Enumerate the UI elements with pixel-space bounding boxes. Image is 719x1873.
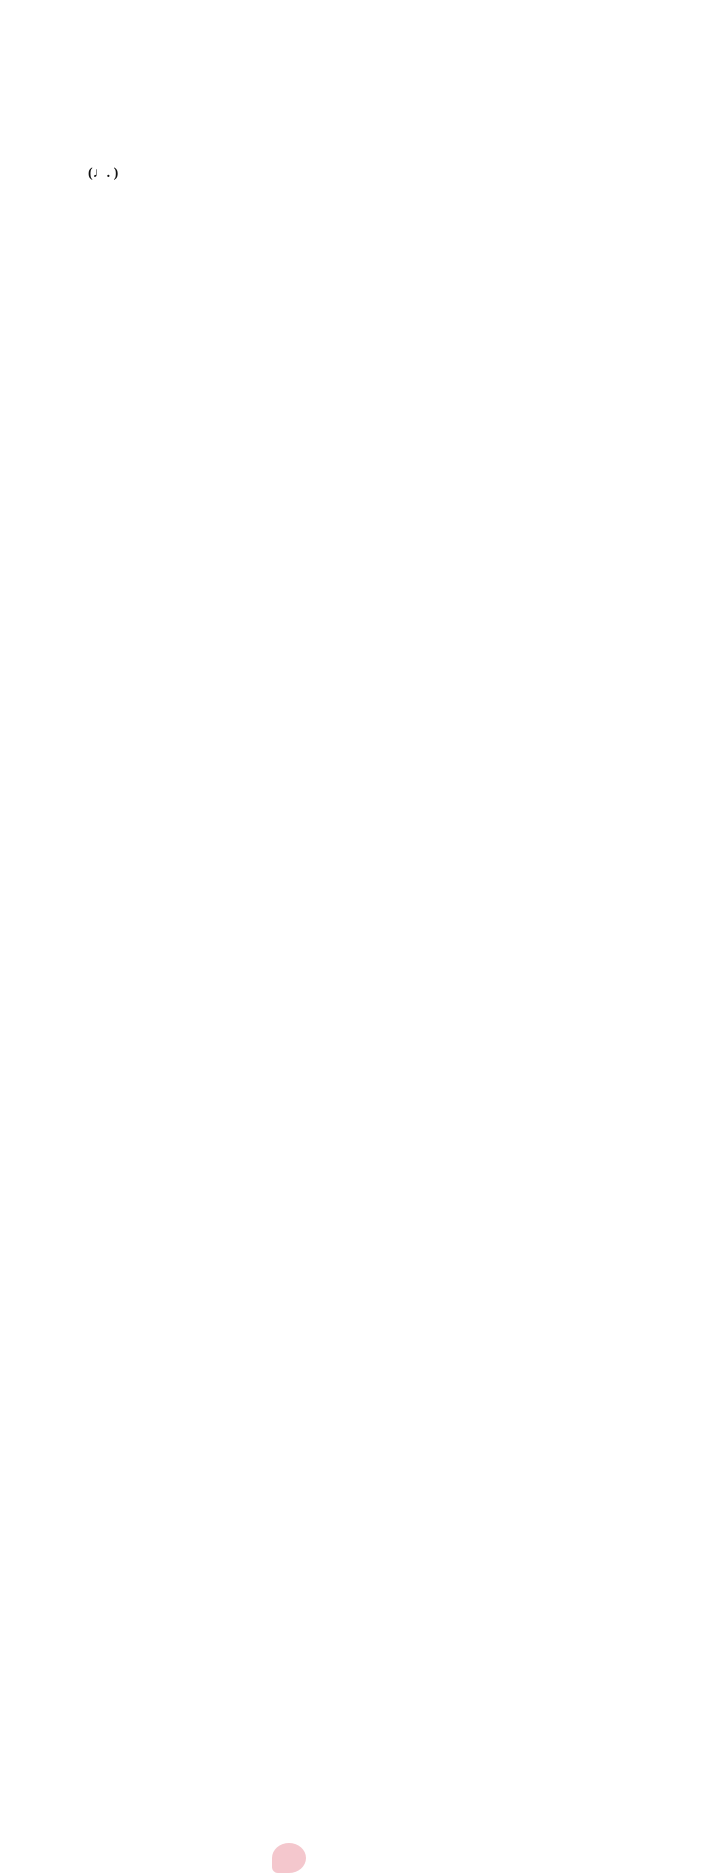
dotted-quarter-note-icon: ♩. bbox=[92, 166, 111, 181]
riffspot-logo[interactable] bbox=[272, 1840, 309, 1873]
guitar-pick-icon bbox=[272, 1843, 306, 1873]
tempo-paren-open: ( bbox=[88, 166, 93, 181]
tempo-paren-close: ) bbox=[113, 166, 119, 181]
